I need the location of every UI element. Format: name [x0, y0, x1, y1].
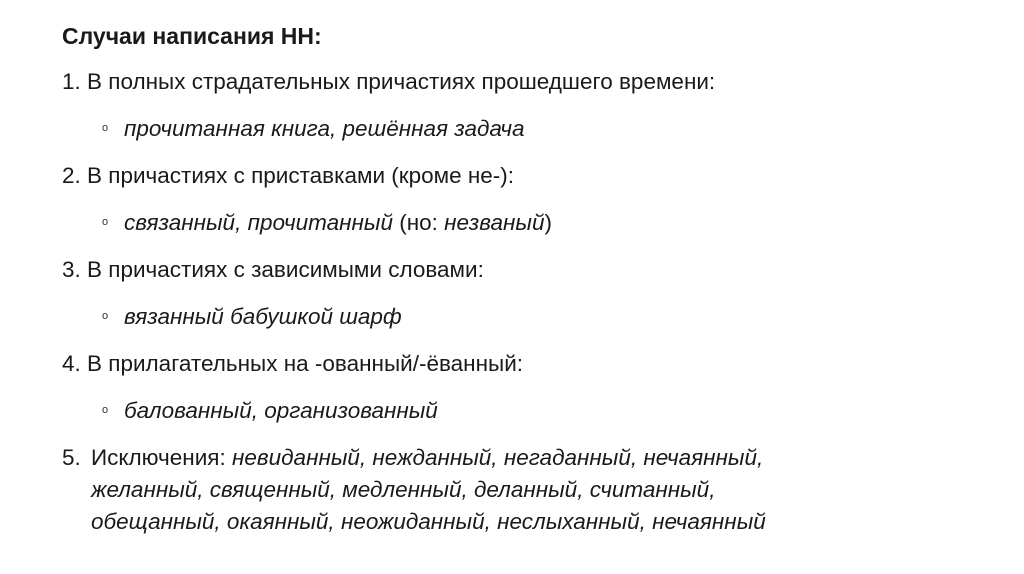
- bullet-icon: o: [102, 216, 109, 228]
- rule-text: В причастиях с зависимыми словами:: [87, 257, 484, 282]
- bullet-icon: o: [102, 122, 109, 134]
- example-note-open: (но:: [392, 210, 445, 235]
- rule-number: 3.: [62, 257, 81, 282]
- rule-item-2: [62, 160, 1002, 192]
- rule-item-1: [62, 66, 1002, 98]
- rule-number: 4.: [62, 351, 81, 376]
- rule-text: В прилагательных на -ованный/-ёванный:: [87, 351, 524, 376]
- example-text: прочитанная книга, решённая задача: [124, 116, 525, 141]
- rule-example-4: [62, 395, 1002, 427]
- example-exception-word: незваный: [444, 210, 545, 235]
- rule-number: 1.: [62, 69, 81, 94]
- rule-text: В полных страдательных причастиях прошедшего времени:: [87, 69, 716, 94]
- rule-number: 2.: [62, 163, 81, 188]
- rule-item-4: [62, 348, 1002, 380]
- exceptions-line-2: желанный, священный, медленный, деланный, считанный,: [91, 477, 716, 502]
- rule-number: 5.: [62, 445, 81, 470]
- rule-example-2: [62, 207, 1002, 239]
- slide-heading: Случаи написания НН:: [62, 23, 322, 49]
- example-note-close: ): [544, 210, 552, 235]
- bullet-icon: o: [102, 310, 109, 322]
- rule-example-3: [62, 301, 1002, 333]
- rule-item-5: [62, 442, 1002, 538]
- example-text: вязанный бабушкой шарф: [124, 304, 402, 329]
- slide-content: [62, 20, 1002, 538]
- rule-item-3: [62, 254, 1002, 286]
- bullet-icon: o: [102, 404, 109, 416]
- exceptions-block: [62, 442, 1002, 538]
- example-text: связанный, прочитанный: [124, 210, 393, 235]
- exceptions-line-3: обещанный, окаянный, неожиданный, неслыханный, нечаянный: [91, 509, 766, 534]
- exceptions-words: невиданный, нежданный, негаданный, нечаянный,: [231, 445, 764, 470]
- exceptions-line-1: [91, 442, 1002, 474]
- example-text: балованный, организованный: [124, 398, 438, 423]
- rule-example-1: [62, 113, 1002, 145]
- rule-text: В причастиях с приставками (кроме не-):: [87, 163, 515, 188]
- exceptions-label: Исключения:: [91, 445, 226, 470]
